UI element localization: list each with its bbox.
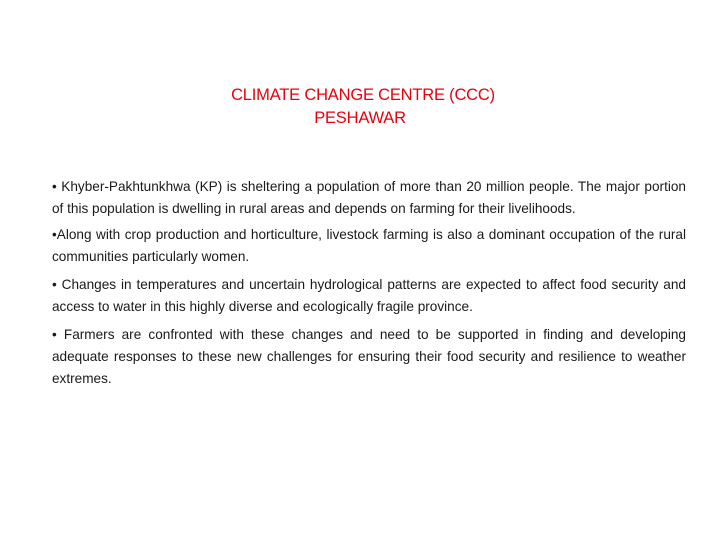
bullet-item-climate-impacts: • Changes in temperatures and uncertain hydrological patterns are expected to affect food security and access to water in this highly diverse and ecologically fragile province. [52,277,686,314]
bullet-item-farmer-support: • Farmers are confronted with these changes and need to be supported in finding and developing adequate responses to these new challenges for ensuring their food security and resilience to weather extremes. [52,327,686,386]
title-line-2: PESHAWAR [314,109,406,127]
slide-title [0,84,720,130]
bullet-list [52,176,686,390]
bullet-item-livestock: •Along with crop production and horticulture, livestock farming is also a dominant occupation of the rural communities particularly women. [52,227,686,264]
bullet-item-population: • Khyber-Pakhtunkhwa (KP) is sheltering a population of more than 20 million people. The major portion of this population is dwelling in rural areas and depends on farming for their livelihoods. [52,179,686,216]
title-line-1: CLIMATE CHANGE CENTRE (CCC) [231,86,495,104]
